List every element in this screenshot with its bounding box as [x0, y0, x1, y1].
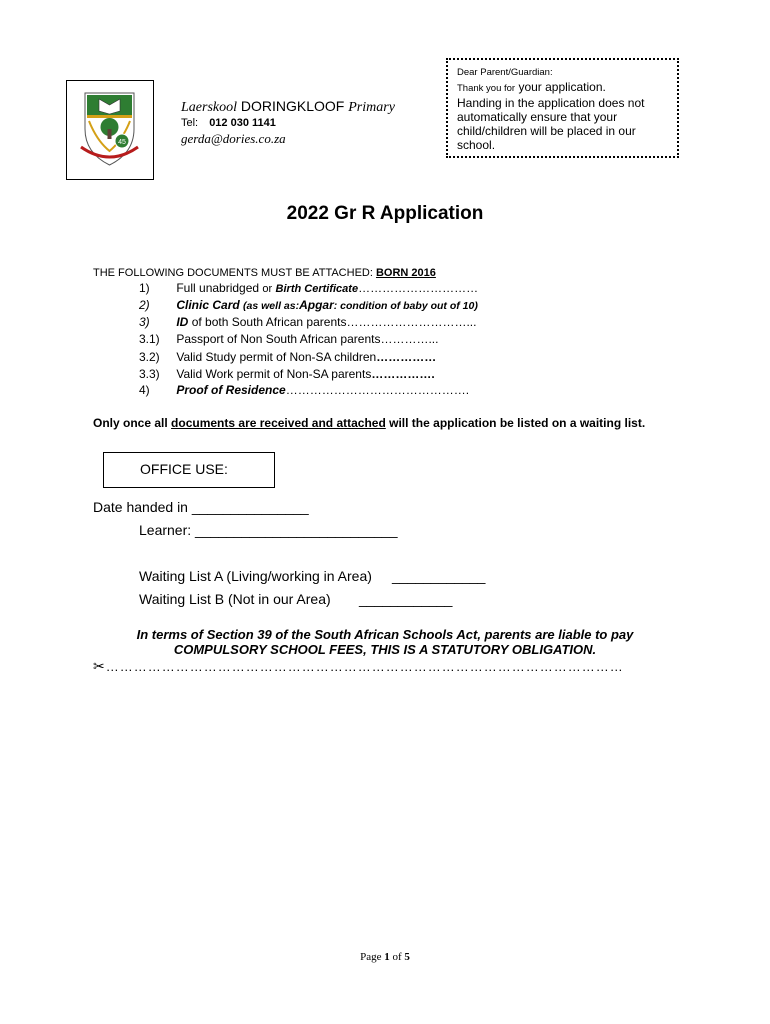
notice-thanks: Thank you for your application. [457, 80, 606, 94]
school-crest-icon [67, 81, 152, 178]
statute-line-2: COMPULSORY SCHOOL FEES, THIS IS A STATUTORY OBLIGATION. [173, 642, 597, 657]
waiting-list-a-field[interactable]: ____________ [392, 568, 486, 584]
requirements-heading: THE FOLLOWING DOCUMENTS MUST BE ATTACHED: BORN 2016 [93, 267, 436, 279]
notice-line: automatically ensure that your [457, 110, 618, 124]
document-item-proof-of-residence: 4) Proof of Residence………………………………………. [139, 383, 470, 397]
office-use-box: OFFICE USE: [103, 452, 275, 488]
parent-notice-box [446, 58, 679, 158]
page-number: Page 1 of 5 [360, 951, 410, 963]
school-telephone: Tel: 012 030 1141 [181, 117, 276, 129]
notice-line: school. [457, 138, 496, 152]
crest-number: 45 [118, 139, 126, 146]
date-handed-in-field[interactable]: Date handed in _______________ [93, 499, 309, 515]
waiting-list-notice: Only once all documents are received and attached will the application be listed on a waiting list. [93, 416, 646, 430]
waiting-list-a-label: Waiting List A (Living/working in Area) [139, 568, 372, 584]
scissors-icon: ✂ [93, 658, 106, 674]
school-logo-frame [66, 80, 154, 180]
notice-greeting: Dear Parent/Guardian: [457, 67, 553, 78]
document-item-study-permit: 3.2) Valid Study permit of Non-SA children…………… [139, 350, 437, 364]
notice-line: Handing in the application does not [457, 96, 645, 110]
document-item-clinic-card: 2) Clinic Card (as well as:Apgar: condition of baby out of 10) [139, 298, 478, 312]
document-item-passport: 3.1) Passport of Non South African parents…………... [139, 332, 439, 346]
learner-field[interactable]: Learner: __________________________ [139, 522, 398, 538]
statute-line-1: In terms of Section 39 of the South African Schools Act, parents are liable to pay [136, 627, 634, 642]
document-item-id: 3) ID of both South African parents…………………………... [139, 315, 477, 329]
school-name: Laerskool DORINGKLOOF Primary [181, 98, 395, 115]
notice-line: child/children will be placed in our [457, 124, 636, 138]
document-item-birth-certificate: 1) Full unabridged or Birth Certificate………………………… [139, 281, 479, 295]
cut-line: ✂………………………………………………………………………………………………… [93, 658, 624, 674]
waiting-list-b-label: Waiting List B (Not in our Area) [139, 591, 331, 607]
school-email: gerda@dories.co.za [181, 131, 286, 146]
waiting-list-b-field[interactable]: ____________ [359, 591, 453, 607]
page-title: 2022 Gr R Application [286, 203, 484, 224]
document-item-work-permit: 3.3) Valid Work permit of Non-SA parents……………. [139, 367, 435, 381]
